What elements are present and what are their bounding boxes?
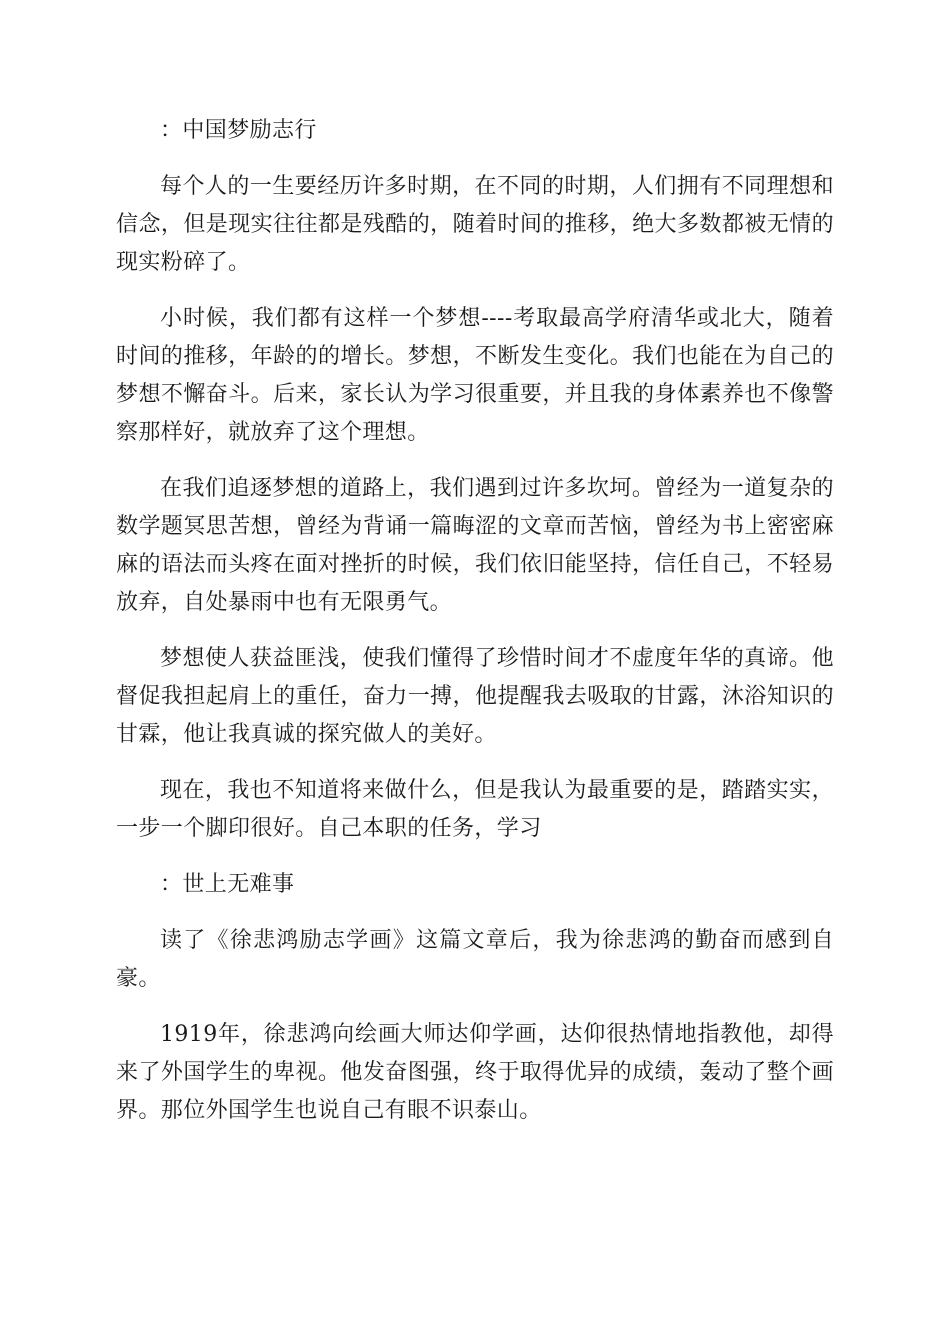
paragraph: 小时候，我们都有这样一个梦想----考取最高学府清华或北大，随着时间的推移，年龄的的增长。梦想，不断发生变化。我们也能在为自己的梦想不懈奋斗。后来，家长认为学习很重要，并且我的身体素养也不像警察那样好，就放弃了这个理想。 [116,306,834,445]
section-heading-1: ：中国梦励志行 [160,118,317,143]
paragraph: 1919年，徐悲鸿向绘画大师达仰学画，达仰很热情地指教他，却得来了外国学生的卑视。他发奋图强，终于取得优异的成绩，轰动了整个画界。那位外国学生也说自己有眼不识泰山。 [116,1022,834,1123]
section-heading-2: ：世上无难事 [160,872,295,897]
paragraph: 梦想使人获益匪浅，使我们懂得了珍惜时间才不虚度年华的真谛。他督促我担起肩上的重任，奋力一搏，他提醒我去吸取的甘露，沐浴知识的甘霖，他让我真诚的探究做人的美好。 [116,646,834,747]
paragraph: 在我们追逐梦想的道路上，我们遇到过许多坎坷。曾经为一道复杂的数学题冥思苦想，曾经为背诵一篇晦涩的文章而苦恼，曾经为书上密密麻麻的语法而头疼在面对挫折的时候，我们依旧能坚持，信任自己，不轻易放弃，自处暴雨中也有无限勇气。 [116,476,834,615]
paragraph: 现在，我也不知道将来做什么，但是我认为最重要的是，踏踏实实，一步一个脚印很好。自己本职的任务，学习 [116,778,834,841]
paragraph: 读了《徐悲鸿励志学画》这篇文章后，我为徐悲鸿的勤奋而感到自豪。 [116,928,834,991]
document-body [116,112,834,1148]
paragraph: 每个人的一生要经历许多时期，在不同的时期，人们拥有不同理想和信念，但是现实往往都是残酷的，随着时间的推移，绝大多数都被无情的现实粉碎了。 [116,174,834,275]
